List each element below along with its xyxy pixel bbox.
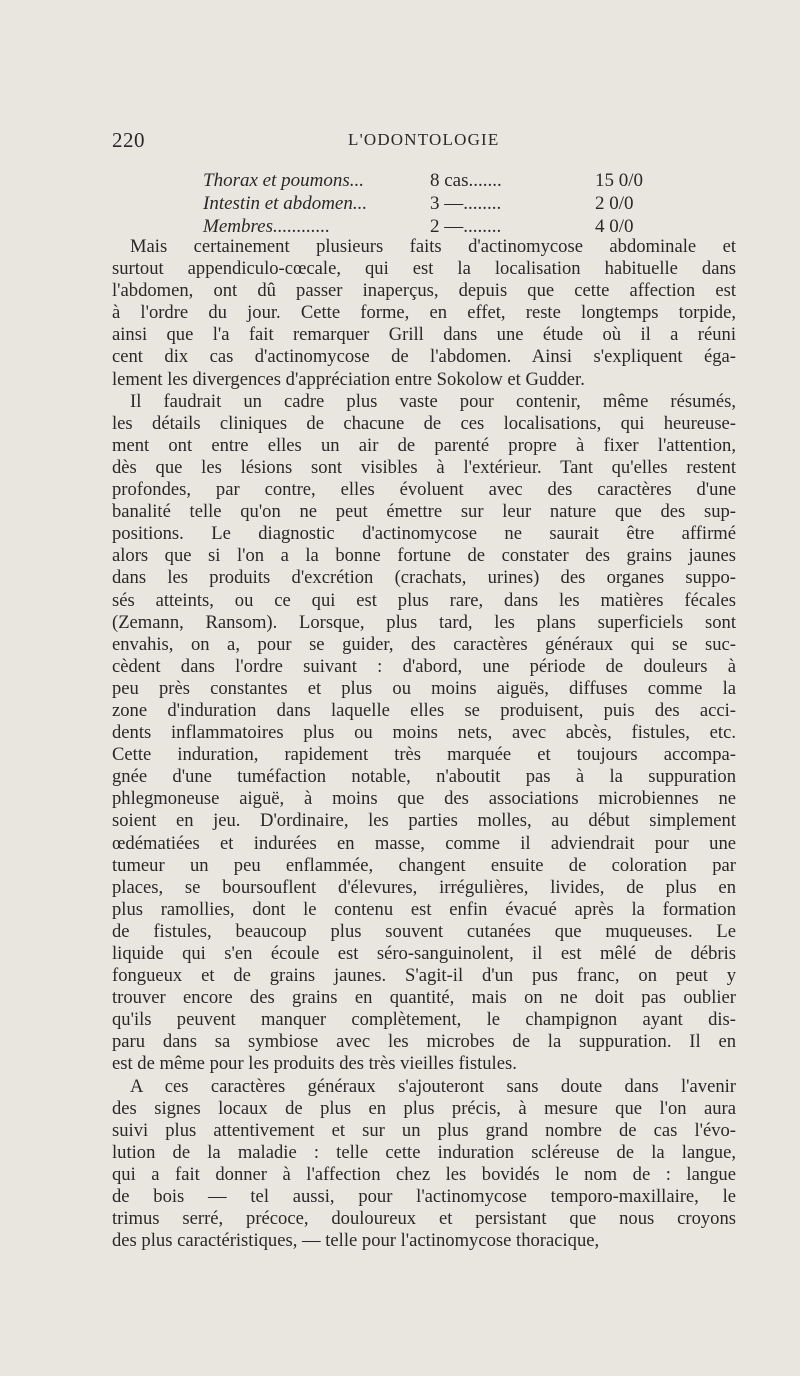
text-line: œdématiées et indurées en masse, comme il adviendrait pour une bbox=[112, 832, 736, 854]
text-line: lution de la maladie : telle cette induration scléreuse de la langue, bbox=[112, 1141, 736, 1163]
text-line: envahis, on a, pour se guider, des caractères généraux qui se suc- bbox=[112, 633, 736, 655]
text-line: dès que les lésions sont visibles à l'extérieur. Tant qu'elles restent bbox=[112, 456, 736, 478]
text-line: profondes, par contre, elles évoluent avec des caractères d'une bbox=[112, 479, 736, 501]
text-line: soient en jeu. D'ordinaire, les parties molles, au début simplement bbox=[112, 810, 736, 832]
stat-label: Intestin et abdomen... bbox=[203, 193, 368, 214]
stat-count: 2 —........ bbox=[430, 216, 502, 237]
text-line: peu près constantes et plus ou moins aiguës, diffuses comme la bbox=[112, 677, 736, 699]
text-line: qu'ils peuvent manquer complètement, le champignon ayant dis- bbox=[112, 1009, 736, 1031]
text-line: les détails cliniques de chacune de ces localisations, qui heureuse- bbox=[112, 412, 736, 434]
text-line: de fistules, beaucoup plus souvent cutanées que muqueuses. Le bbox=[112, 920, 736, 942]
text-line: phlegmoneuse aiguë, à moins que des associations microbiennes ne bbox=[112, 788, 736, 810]
text-line: cèdent dans l'ordre suivant : d'abord, une période de douleurs à bbox=[112, 655, 736, 677]
paragraph bbox=[112, 236, 736, 391]
text-line: Il faudrait un cadre plus vaste pour contenir, même résumés, bbox=[130, 390, 736, 412]
paragraph bbox=[112, 1076, 736, 1253]
text-line: (Zemann, Ransom). Lorsque, plus tard, les plans superficiels sont bbox=[112, 611, 736, 633]
page-header bbox=[112, 128, 740, 158]
text-line: lement les divergences d'appréciation entre Sokolow et Gudder. bbox=[112, 368, 585, 390]
text-line: places, se boursouflent d'élevures, irrégulières, livides, de plus en bbox=[112, 876, 736, 898]
text-line: l'abdomen, ont dû passer inaperçus, depuis que cette affection est bbox=[112, 280, 736, 302]
text-line: surtout appendiculo-cœcale, qui est la localisation habituelle dans bbox=[112, 258, 736, 280]
text-line: ment ont entre elles un air de parenté propre à fixer l'attention, bbox=[112, 434, 736, 456]
text-line: tumeur un peu enflammée, changent ensuite de coloration par bbox=[112, 854, 736, 876]
text-line: liquide qui s'en écoule est séro-sanguinolent, il est mêlé de débris bbox=[112, 943, 736, 964]
text-line: Cette induration, rapidement très marquée et toujours accompa- bbox=[112, 744, 736, 766]
text-line: à l'ordre du jour. Cette forme, en effet, reste longtemps torpide, bbox=[112, 302, 736, 324]
text-line: trouver encore des grains en quantité, mais on ne doit pas oublier bbox=[112, 987, 736, 1009]
text-line: sés atteints, ou ce qui est plus rare, dans les matières fécales bbox=[112, 589, 736, 611]
text-line: A ces caractères généraux s'ajouteront sans doute dans l'avenir bbox=[130, 1075, 736, 1097]
text-line: alors que si l'on a la bonne fortune de constater des grains jaunes bbox=[112, 545, 736, 567]
text-line: est de même pour les produits des très vieilles fistules. bbox=[112, 1053, 517, 1075]
text-line: des plus caractéristiques, — telle pour l'actinomycose thoracique, bbox=[112, 1230, 600, 1252]
stat-count: 3 —........ bbox=[430, 193, 502, 214]
text-line: cent dix cas d'actinomycose de l'abdomen. Ainsi s'expliquent éga- bbox=[112, 346, 736, 368]
stat-count: 8 cas....... bbox=[430, 170, 502, 191]
text-line: de bois — tel aussi, pour l'actinomycose temporo-maxillaire, le bbox=[112, 1186, 736, 1208]
text-line: des signes locaux de plus en plus précis, à mesure que l'on aura bbox=[112, 1097, 736, 1119]
text-line: qui a fait donner à l'affection chez les bovidés le nom de : langue bbox=[112, 1163, 736, 1185]
stat-label: Membres............ bbox=[203, 216, 330, 237]
text-line: Mais certainement plusieurs faits d'actinomycose abdominale et bbox=[130, 236, 736, 257]
text-line: dans les produits d'excrétion (crachats, urines) des organes suppo- bbox=[112, 567, 736, 589]
stat-percent: 4 0/0 bbox=[595, 216, 634, 237]
stat-percent: 15 0/0 bbox=[595, 170, 644, 191]
text-line: banalité telle qu'on ne peut émettre sur leur nature que des sup- bbox=[112, 501, 736, 523]
page-number: 220 bbox=[112, 128, 145, 152]
text-line: plus ramollies, dont le contenu est enfin évacué après la formation bbox=[112, 898, 736, 920]
text-line: dents inflammatoires plus ou moins nets, avec abcès, fistules, etc. bbox=[112, 722, 736, 744]
text-line: suivi plus attentivement et sur un plus grand nombre de cas l'évo- bbox=[112, 1119, 736, 1141]
text-line: zone d'induration dans laquelle elles se produisent, puis des acci- bbox=[112, 699, 736, 721]
text-line: fongueux et de grains jaunes. S'agit-il d'un pus franc, on peut y bbox=[112, 965, 736, 987]
text-line: positions. Le diagnostic d'actinomycose ne saurait être affirmé bbox=[112, 523, 736, 545]
paragraph bbox=[112, 391, 736, 1076]
stat-label: Thorax et poumons... bbox=[203, 170, 364, 191]
running-title: L'ODONTOLOGIE bbox=[348, 130, 500, 149]
text-line: ainsi que l'a fait remarquer Grill dans une étude où il a réuni bbox=[112, 324, 736, 346]
text-line: trimus serré, précoce, douloureux et persistant que nous croyons bbox=[112, 1208, 736, 1230]
text-line: gnée d'une tuméfaction notable, n'aboutit pas à la suppuration bbox=[112, 766, 736, 788]
stat-percent: 2 0/0 bbox=[595, 193, 634, 214]
text-line: paru dans sa symbiose avec les microbes de la suppuration. Il en bbox=[112, 1031, 736, 1053]
body-text bbox=[112, 236, 736, 1252]
